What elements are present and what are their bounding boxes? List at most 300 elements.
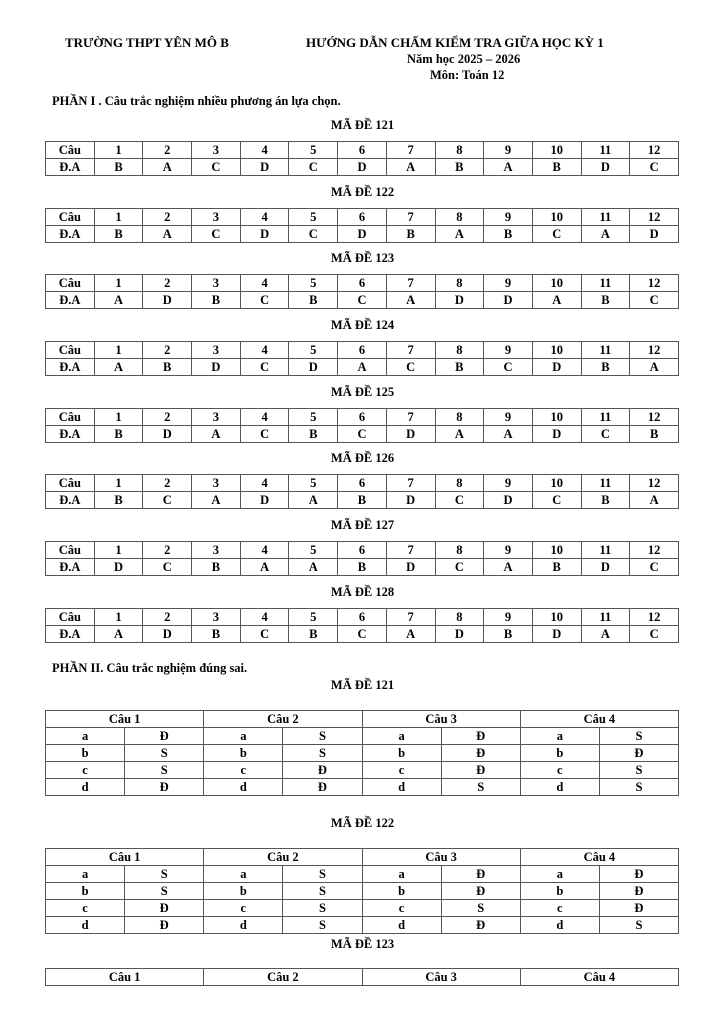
answer-cell: C — [143, 559, 192, 576]
item-letter: a — [204, 728, 283, 745]
item-letter: b — [362, 883, 441, 900]
item-letter: c — [520, 762, 599, 779]
question-number: 7 — [386, 609, 435, 626]
true-false-cell: S — [599, 728, 678, 745]
true-false-cell: S — [283, 866, 362, 883]
answer-cell: D — [435, 626, 484, 643]
answer-cell: B — [386, 226, 435, 243]
answer-cell: B — [94, 159, 143, 176]
item-row — [46, 883, 679, 900]
exam-code-title: MÃ ĐỀ 125 — [330, 385, 395, 399]
answer-cell: C — [240, 359, 289, 376]
question-number: 1 — [94, 609, 143, 626]
answer-cell: B — [143, 359, 192, 376]
question-number: 9 — [484, 542, 533, 559]
question-number: 8 — [435, 342, 484, 359]
item-letter: a — [520, 728, 599, 745]
answer-cell: C — [532, 226, 581, 243]
row-label: Đ.A — [46, 359, 95, 376]
answer-cell: B — [192, 292, 241, 309]
answer-cell: C — [630, 292, 679, 309]
question-row — [46, 142, 679, 159]
school-year: Năm học 2025 – 2026 — [407, 52, 521, 66]
question-number: 7 — [386, 142, 435, 159]
question-number: 2 — [143, 342, 192, 359]
item-letter: b — [46, 745, 125, 762]
answer-cell: A — [143, 159, 192, 176]
true-false-cell: S — [125, 745, 204, 762]
question-number: 7 — [386, 475, 435, 492]
item-row — [46, 728, 679, 745]
question-number: 6 — [338, 209, 387, 226]
question-number: 10 — [532, 609, 581, 626]
question-number: 4 — [240, 342, 289, 359]
question-number: 6 — [338, 409, 387, 426]
answer-cell: B — [94, 426, 143, 443]
item-row — [46, 917, 679, 934]
question-number: 8 — [435, 475, 484, 492]
true-false-cell: Đ — [125, 728, 204, 745]
true-false-cell: Đ — [125, 917, 204, 934]
question-number: 11 — [581, 142, 630, 159]
question-number: 4 — [240, 609, 289, 626]
row-label: Câu — [46, 609, 95, 626]
row-label: Đ.A — [46, 292, 95, 309]
question-number: 9 — [484, 609, 533, 626]
exam-code-title: MÃ ĐỀ 123 — [330, 251, 395, 265]
item-letter: d — [46, 917, 125, 934]
item-letter: a — [520, 866, 599, 883]
question-number: 5 — [289, 342, 338, 359]
answer-row — [46, 292, 679, 309]
item-letter: c — [520, 900, 599, 917]
question-number: 10 — [532, 342, 581, 359]
question-number: 10 — [532, 275, 581, 292]
answer-cell: D — [581, 559, 630, 576]
question-header-row — [46, 849, 679, 866]
answer-cell: A — [532, 292, 581, 309]
answer-cell: B — [289, 626, 338, 643]
answer-cell: B — [532, 159, 581, 176]
item-letter: c — [204, 762, 283, 779]
exam-code-title: MÃ ĐỀ 122 — [330, 185, 395, 199]
answer-cell: B — [532, 559, 581, 576]
answer-cell: C — [630, 559, 679, 576]
answer-cell: D — [386, 426, 435, 443]
question-header: Câu 3 — [362, 969, 520, 986]
question-number: 6 — [338, 342, 387, 359]
answer-cell: D — [581, 159, 630, 176]
question-row — [46, 609, 679, 626]
answer-row — [46, 559, 679, 576]
answer-cell: C — [386, 359, 435, 376]
true-false-cell: Đ — [599, 900, 678, 917]
answer-cell: C — [240, 626, 289, 643]
item-letter: a — [46, 866, 125, 883]
question-number: 9 — [484, 142, 533, 159]
question-number: 2 — [143, 142, 192, 159]
question-row — [46, 542, 679, 559]
question-number: 12 — [630, 209, 679, 226]
document-title: HƯỚNG DẪN CHẤM KIỂM TRA GIỮA HỌC KỲ 1 — [306, 35, 604, 50]
question-number: 1 — [94, 342, 143, 359]
answer-table-part1 — [45, 541, 679, 576]
answer-cell: B — [289, 292, 338, 309]
answer-cell: D — [240, 492, 289, 509]
question-number: 4 — [240, 209, 289, 226]
answer-table-part1 — [45, 274, 679, 309]
answer-cell: A — [192, 426, 241, 443]
answer-cell: C — [240, 292, 289, 309]
true-false-cell: S — [283, 883, 362, 900]
item-letter: d — [46, 779, 125, 796]
question-number: 3 — [192, 475, 241, 492]
question-number: 6 — [338, 475, 387, 492]
answer-cell: A — [386, 159, 435, 176]
row-label: Đ.A — [46, 559, 95, 576]
answer-cell: B — [484, 226, 533, 243]
question-number: 5 — [289, 475, 338, 492]
question-row — [46, 275, 679, 292]
question-number: 6 — [338, 609, 387, 626]
question-number: 8 — [435, 142, 484, 159]
question-header: Câu 1 — [46, 849, 204, 866]
true-false-cell: S — [441, 900, 520, 917]
answer-cell: D — [484, 492, 533, 509]
true-false-cell: Đ — [283, 762, 362, 779]
part1-title: PHẦN I . Câu trắc nghiệm nhiều phương án lựa chọn. — [52, 94, 341, 108]
question-number: 4 — [240, 275, 289, 292]
answer-cell: A — [581, 226, 630, 243]
answer-cell: B — [289, 426, 338, 443]
answer-cell: A — [484, 559, 533, 576]
question-number: 2 — [143, 275, 192, 292]
answer-cell: C — [289, 226, 338, 243]
question-number: 2 — [143, 609, 192, 626]
question-header: Câu 4 — [520, 969, 678, 986]
answer-row — [46, 159, 679, 176]
true-false-cell: Đ — [441, 762, 520, 779]
answer-cell: C — [484, 359, 533, 376]
question-number: 9 — [484, 475, 533, 492]
question-number: 11 — [581, 609, 630, 626]
row-label: Đ.A — [46, 626, 95, 643]
question-number: 11 — [581, 409, 630, 426]
true-false-cell: S — [599, 917, 678, 934]
row-label: Đ.A — [46, 226, 95, 243]
question-number: 7 — [386, 542, 435, 559]
true-false-cell: Đ — [441, 745, 520, 762]
question-number: 1 — [94, 475, 143, 492]
row-label: Câu — [46, 209, 95, 226]
answer-cell: A — [94, 292, 143, 309]
answer-table-part1 — [45, 408, 679, 443]
answer-cell: A — [386, 626, 435, 643]
answer-cell: C — [630, 159, 679, 176]
row-label: Câu — [46, 142, 95, 159]
answer-table-part1 — [45, 474, 679, 509]
question-number: 3 — [192, 409, 241, 426]
item-letter: c — [46, 762, 125, 779]
answer-cell: A — [484, 426, 533, 443]
question-number: 12 — [630, 475, 679, 492]
answer-cell: B — [94, 226, 143, 243]
answer-cell: C — [435, 559, 484, 576]
question-number: 8 — [435, 409, 484, 426]
item-letter: b — [362, 745, 441, 762]
item-letter: a — [204, 866, 283, 883]
item-letter: a — [362, 728, 441, 745]
question-number: 9 — [484, 342, 533, 359]
answer-table-part1 — [45, 608, 679, 643]
school-name: TRƯỜNG THPT YÊN MÔ B — [65, 35, 229, 50]
row-label: Câu — [46, 409, 95, 426]
row-label: Đ.A — [46, 426, 95, 443]
true-false-cell: Đ — [599, 866, 678, 883]
answer-cell: D — [532, 426, 581, 443]
answer-cell: C — [630, 626, 679, 643]
item-letter: c — [362, 900, 441, 917]
true-false-cell: S — [283, 917, 362, 934]
question-number: 6 — [338, 142, 387, 159]
exam-code-title: MÃ ĐỀ 128 — [330, 585, 395, 599]
subject: Môn: Toán 12 — [430, 68, 505, 82]
true-false-cell: Đ — [441, 883, 520, 900]
question-row — [46, 209, 679, 226]
answer-cell: C — [289, 159, 338, 176]
true-false-cell: S — [599, 779, 678, 796]
answer-cell: A — [484, 159, 533, 176]
item-row — [46, 762, 679, 779]
question-number: 12 — [630, 342, 679, 359]
question-number: 6 — [338, 275, 387, 292]
answer-cell: C — [192, 226, 241, 243]
question-header: Câu 4 — [520, 711, 678, 728]
answer-cell: A — [240, 559, 289, 576]
question-number: 9 — [484, 209, 533, 226]
answer-cell: A — [94, 626, 143, 643]
answer-cell: B — [338, 559, 387, 576]
question-number: 10 — [532, 475, 581, 492]
question-number: 11 — [581, 342, 630, 359]
row-label: Câu — [46, 342, 95, 359]
answer-cell: C — [240, 426, 289, 443]
question-number: 8 — [435, 209, 484, 226]
question-header: Câu 1 — [46, 969, 204, 986]
answer-cell: B — [338, 492, 387, 509]
answer-cell: B — [581, 492, 630, 509]
question-number: 1 — [94, 409, 143, 426]
row-label: Câu — [46, 475, 95, 492]
answer-cell: D — [338, 226, 387, 243]
true-false-cell: Đ — [441, 866, 520, 883]
question-number: 4 — [240, 409, 289, 426]
answer-cell: A — [338, 359, 387, 376]
item-row — [46, 779, 679, 796]
answer-cell: D — [143, 626, 192, 643]
true-false-cell: S — [125, 762, 204, 779]
question-number: 3 — [192, 275, 241, 292]
question-number: 4 — [240, 542, 289, 559]
answer-cell: D — [94, 559, 143, 576]
exam-code-title: MÃ ĐỀ 127 — [330, 518, 395, 532]
answer-cell: A — [192, 492, 241, 509]
question-number: 8 — [435, 542, 484, 559]
item-letter: d — [204, 917, 283, 934]
question-number: 3 — [192, 142, 241, 159]
item-letter: b — [520, 883, 599, 900]
answer-cell: B — [435, 359, 484, 376]
question-number: 5 — [289, 609, 338, 626]
answer-cell: C — [143, 492, 192, 509]
true-false-cell: S — [283, 900, 362, 917]
true-false-cell: S — [125, 866, 204, 883]
answer-cell: D — [143, 426, 192, 443]
question-number: 6 — [338, 542, 387, 559]
answer-cell: D — [386, 559, 435, 576]
question-number: 2 — [143, 475, 192, 492]
item-letter: b — [46, 883, 125, 900]
question-number: 12 — [630, 142, 679, 159]
part2-title: PHẦN II. Câu trắc nghiệm đúng sai. — [52, 661, 248, 675]
answer-cell: A — [435, 426, 484, 443]
exam-code-title: MÃ ĐỀ 123 — [330, 937, 395, 951]
answer-cell: C — [435, 492, 484, 509]
question-number: 5 — [289, 209, 338, 226]
row-label: Câu — [46, 542, 95, 559]
true-false-cell: Đ — [441, 728, 520, 745]
question-number: 11 — [581, 542, 630, 559]
answer-table-part1 — [45, 141, 679, 176]
question-header: Câu 4 — [520, 849, 678, 866]
question-number: 10 — [532, 542, 581, 559]
answer-row — [46, 492, 679, 509]
true-false-cell: Đ — [283, 779, 362, 796]
answer-table-part1 — [45, 341, 679, 376]
answer-cell: A — [581, 626, 630, 643]
answer-cell: D — [240, 226, 289, 243]
question-number: 4 — [240, 475, 289, 492]
answer-cell: A — [289, 559, 338, 576]
question-header: Câu 3 — [362, 849, 520, 866]
question-number: 1 — [94, 275, 143, 292]
answer-cell: A — [143, 226, 192, 243]
answer-cell: D — [435, 292, 484, 309]
item-letter: c — [362, 762, 441, 779]
question-number: 11 — [581, 475, 630, 492]
item-letter: d — [520, 917, 599, 934]
answer-cell: C — [338, 626, 387, 643]
answer-cell: D — [192, 359, 241, 376]
exam-code-title: MÃ ĐỀ 122 — [330, 816, 395, 830]
true-false-cell: Đ — [599, 745, 678, 762]
question-number: 12 — [630, 609, 679, 626]
item-letter: d — [362, 917, 441, 934]
answer-cell: C — [192, 159, 241, 176]
item-letter: c — [46, 900, 125, 917]
question-number: 3 — [192, 209, 241, 226]
answer-cell: B — [630, 426, 679, 443]
question-number: 1 — [94, 542, 143, 559]
answer-cell: C — [581, 426, 630, 443]
row-label: Đ.A — [46, 159, 95, 176]
item-letter: a — [362, 866, 441, 883]
answer-row — [46, 226, 679, 243]
question-number: 3 — [192, 542, 241, 559]
item-row — [46, 900, 679, 917]
question-number: 5 — [289, 542, 338, 559]
item-letter: b — [204, 745, 283, 762]
true-false-cell: S — [125, 883, 204, 900]
question-number: 7 — [386, 342, 435, 359]
answer-table-part2 — [45, 968, 679, 986]
question-number: 12 — [630, 409, 679, 426]
question-number: 10 — [532, 409, 581, 426]
question-number: 11 — [581, 209, 630, 226]
item-row — [46, 745, 679, 762]
item-letter: a — [46, 728, 125, 745]
true-false-cell: Đ — [599, 883, 678, 900]
question-header-row — [46, 711, 679, 728]
answer-cell: A — [386, 292, 435, 309]
true-false-cell: S — [283, 745, 362, 762]
question-header: Câu 3 — [362, 711, 520, 728]
answer-cell: A — [630, 492, 679, 509]
answer-cell: D — [143, 292, 192, 309]
true-false-cell: S — [283, 728, 362, 745]
question-number: 2 — [143, 542, 192, 559]
item-letter: b — [520, 745, 599, 762]
answer-table-part2 — [45, 710, 679, 796]
answer-cell: B — [94, 492, 143, 509]
answer-cell: D — [532, 359, 581, 376]
row-label: Đ.A — [46, 492, 95, 509]
true-false-cell: Đ — [125, 900, 204, 917]
true-false-cell: Đ — [441, 917, 520, 934]
true-false-cell: Đ — [125, 779, 204, 796]
exam-code-title: MÃ ĐỀ 124 — [330, 318, 395, 332]
question-number: 10 — [532, 209, 581, 226]
item-letter: d — [362, 779, 441, 796]
answer-row — [46, 359, 679, 376]
answer-cell: A — [435, 226, 484, 243]
question-number: 4 — [240, 142, 289, 159]
answer-cell: B — [581, 359, 630, 376]
question-number: 5 — [289, 142, 338, 159]
answer-cell: D — [630, 226, 679, 243]
question-header-row — [46, 969, 679, 986]
question-row — [46, 342, 679, 359]
question-row — [46, 409, 679, 426]
answer-cell: D — [532, 626, 581, 643]
question-number: 3 — [192, 342, 241, 359]
answer-cell: B — [192, 559, 241, 576]
item-letter: d — [204, 779, 283, 796]
answer-cell: D — [338, 159, 387, 176]
exam-code-title: MÃ ĐỀ 121 — [330, 678, 395, 692]
question-number: 8 — [435, 275, 484, 292]
answer-cell: B — [192, 626, 241, 643]
item-letter: c — [204, 900, 283, 917]
question-number: 7 — [386, 275, 435, 292]
answer-cell: A — [94, 359, 143, 376]
answer-cell: C — [532, 492, 581, 509]
question-number: 5 — [289, 409, 338, 426]
question-number: 7 — [386, 409, 435, 426]
question-number: 12 — [630, 275, 679, 292]
answer-table-part1 — [45, 208, 679, 243]
row-label: Câu — [46, 275, 95, 292]
